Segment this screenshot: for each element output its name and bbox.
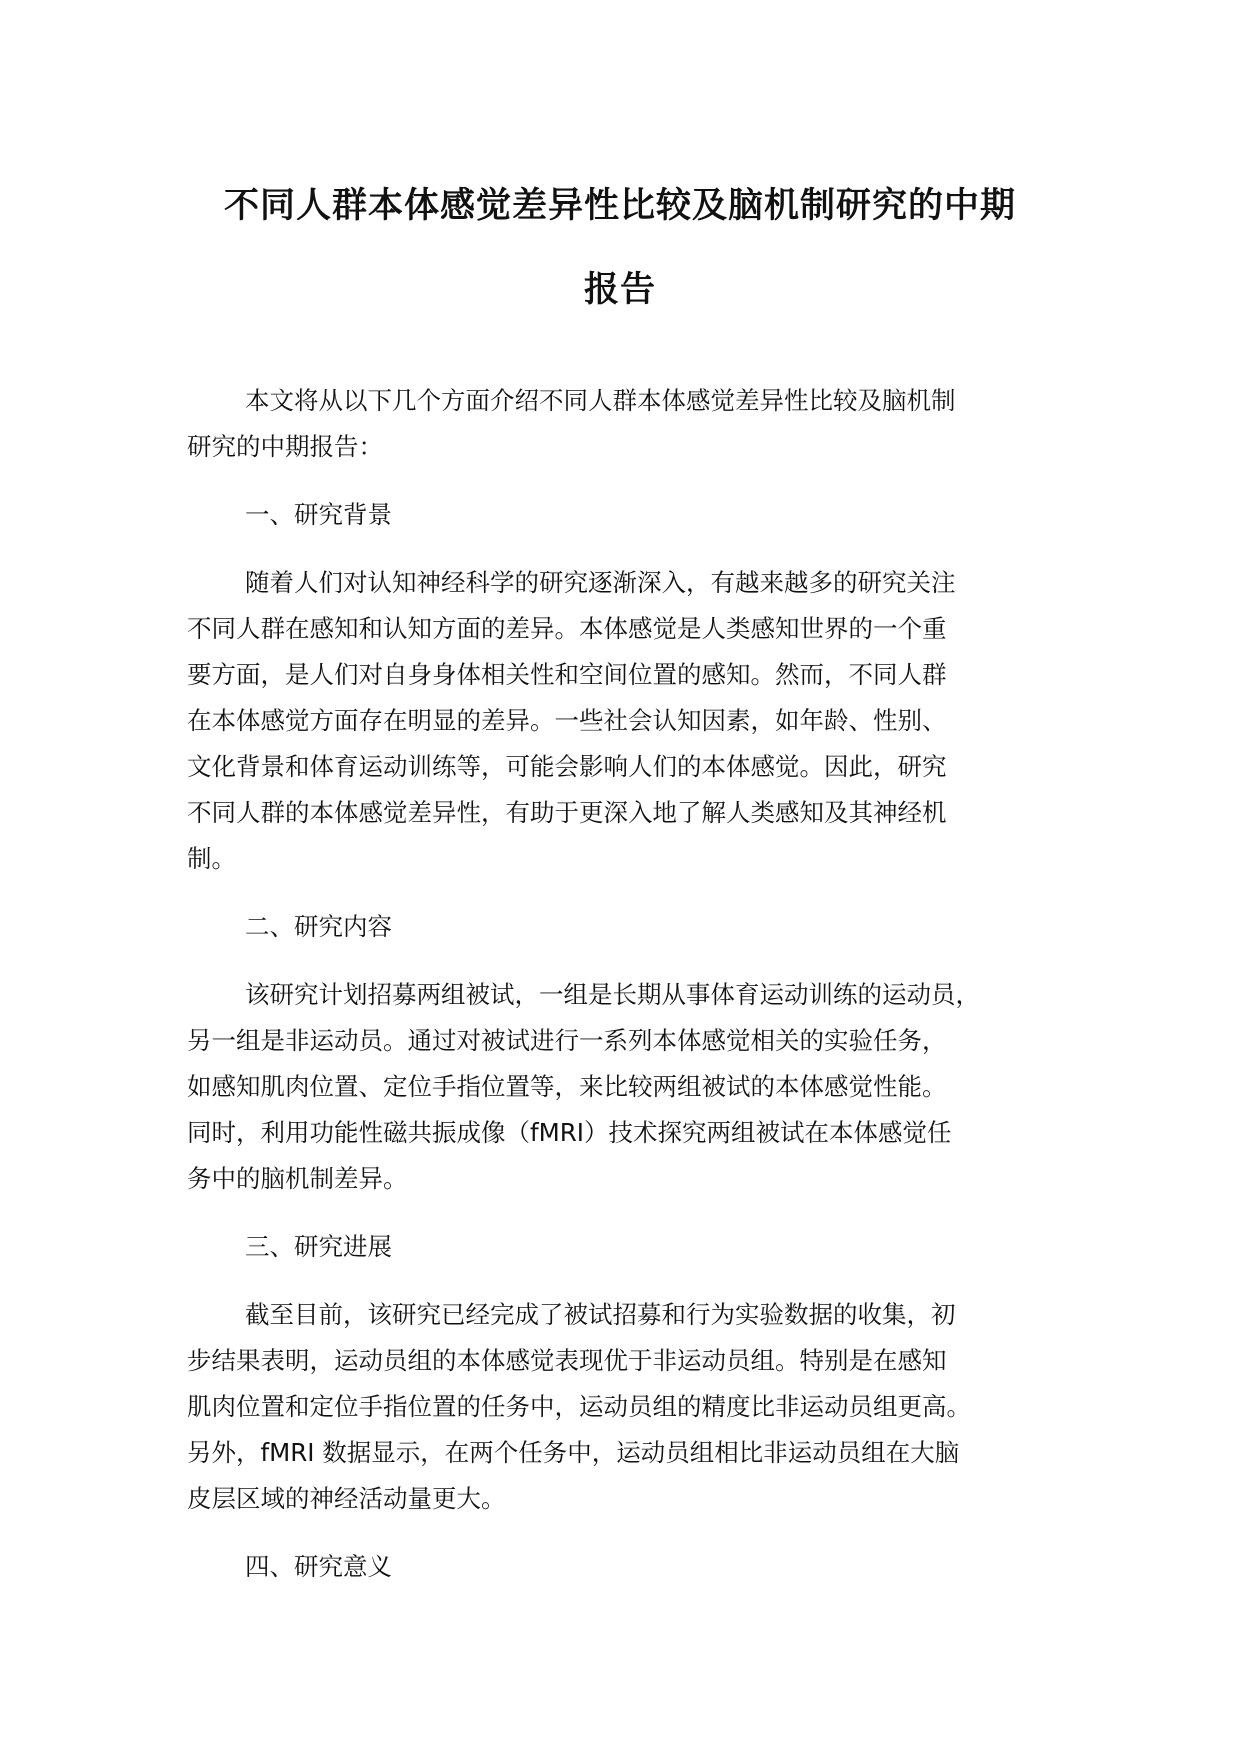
section-heading-progress: 三、研究进展 <box>245 1232 392 1261</box>
progress-paragraph <box>187 1292 1067 1522</box>
paragraph-line: 肌肉位置和定位手指位置的任务中，运动员组的精度比非运动员组更高。 <box>187 1392 971 1421</box>
content-paragraph <box>187 972 1067 1202</box>
paragraph-line: 制。 <box>187 844 236 873</box>
section-heading-content: 二、研究内容 <box>245 912 392 941</box>
paragraph-line: 务中的脑机制差异。 <box>187 1164 408 1193</box>
intro-paragraph <box>187 378 1067 470</box>
paragraph-line: 另外，fMRI 数据显示，在两个任务中，运动员组相比非运动员组在大脑 <box>187 1438 960 1467</box>
intro-line: 本文将从以下几个方面介绍不同人群本体感觉差异性比较及脑机制 <box>245 386 956 415</box>
paragraph-line: 要方面，是人们对自身身体相关性和空间位置的感知。然而，不同人群 <box>187 660 947 689</box>
document-title-line-1: 不同人群本体感觉差异性比较及脑机制研究的中期 <box>223 186 1016 226</box>
paragraph-line: 该研究计划招募两组被试，一组是长期从事体育运动训练的运动员， <box>245 980 980 1009</box>
paragraph-line: 同时，利用功能性磁共振成像（fMRI）技术探究两组被试在本体感觉任 <box>187 1118 952 1147</box>
paragraph-line: 不同人群的本体感觉差异性，有助于更深入地了解人类感知及其神经机 <box>187 798 947 827</box>
section-heading-background: 一、研究背景 <box>245 500 392 529</box>
paragraph-line: 在本体感觉方面存在明显的差异。一些社会认知因素，如年龄、性别、 <box>187 706 947 735</box>
paragraph-line: 截至目前，该研究已经完成了被试招募和行为实验数据的收集，初 <box>245 1300 956 1329</box>
document-title-line-2: 报告 <box>583 270 656 310</box>
paragraph-line: 皮层区域的神经活动量更大。 <box>187 1484 506 1513</box>
paragraph-line: 随着人们对认知神经科学的研究逐渐深入，有越来越多的研究关注 <box>245 568 956 597</box>
section-heading-significance: 四、研究意义 <box>245 1552 392 1581</box>
background-paragraph <box>187 560 1067 882</box>
document-body <box>187 378 1067 1590</box>
paragraph-line: 步结果表明，运动员组的本体感觉表现优于非运动员组。特别是在感知 <box>187 1346 947 1375</box>
paragraph-line: 另一组是非运动员。通过对被试进行一系列本体感觉相关的实验任务， <box>187 1026 947 1055</box>
paragraph-line: 如感知肌肉位置、定位手指位置等，来比较两组被试的本体感觉性能。 <box>187 1072 947 1101</box>
intro-line: 研究的中期报告： <box>187 432 383 461</box>
paragraph-line: 不同人群在感知和认知方面的差异。本体感觉是人类感知世界的一个重 <box>187 614 947 643</box>
paragraph-line: 文化背景和体育运动训练等，可能会影响人们的本体感觉。因此，研究 <box>187 752 947 781</box>
